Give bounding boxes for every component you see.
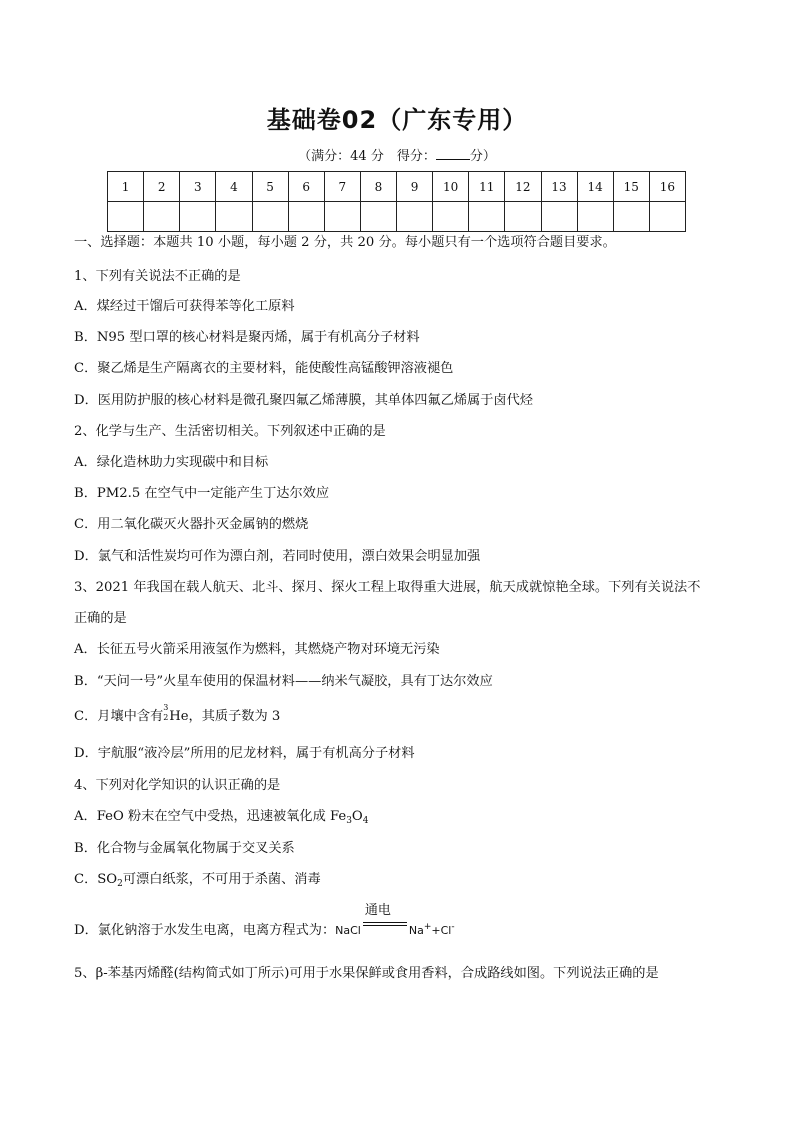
page-title: 基础卷02（广东专用） — [266, 106, 528, 134]
answer-number-cell: 8 — [360, 172, 396, 202]
answer-input-cell[interactable] — [324, 202, 360, 232]
answer-number-cell: 9 — [397, 172, 433, 202]
question-2-option-a: A．绿化造林助力实现碳中和目标 — [74, 455, 269, 470]
score-line-suffix: 分） — [469, 149, 496, 164]
question-4-option-c-suffix: 可漂白纸浆，不可用于杀菌、消毒 — [122, 872, 321, 887]
product-sodium-ion: Na — [408, 924, 424, 937]
answer-input-cell[interactable] — [144, 202, 180, 232]
question-4-option-a — [74, 808, 368, 830]
question-2-stem: 2、化学与生产、生活密切相关。下列叙述中正确的是 — [74, 424, 386, 439]
question-1-option-a: A．煤经过干馏后可获得苯等化工原料 — [74, 299, 295, 314]
mass-number: 3 — [163, 703, 169, 712]
answer-number-cell: 16 — [649, 172, 685, 202]
superscript-charge: + — [423, 922, 432, 932]
answer-input-cell[interactable] — [613, 202, 649, 232]
answer-input-cell[interactable] — [360, 202, 396, 232]
answer-number-cell: 7 — [324, 172, 360, 202]
answer-number-cell: 11 — [469, 172, 505, 202]
question-3-stem-line1: 3、2021 年我国在载人航天、北斗、探月、探火工程上取得重大进展，航天成就惊艳全球。下列有关说法不 — [74, 580, 701, 595]
question-3-option-c — [74, 703, 281, 726]
answer-number-cell: 13 — [541, 172, 577, 202]
answer-number-cell: 3 — [180, 172, 216, 202]
answer-input-cell[interactable] — [180, 202, 216, 232]
question-3-option-c-suffix: ，其质子数为 3 — [188, 709, 281, 724]
answer-input-cell[interactable] — [505, 202, 541, 232]
subscript: 3 — [346, 816, 352, 826]
question-3-stem-line2: 正确的是 — [74, 611, 127, 626]
question-5-stem: 5、β-苯基丙烯醛(结构简式如丁所示)可用于水果保鲜或食用香料，合成路线如图。下列说法正确的是 — [74, 966, 659, 981]
score-line — [0, 145, 794, 164]
question-4-option-b: B．化合物与金属氧化物属于交叉关系 — [74, 841, 295, 856]
subscript: 2 — [117, 879, 123, 889]
score-line-prefix: （满分：44 分 得分： — [298, 149, 436, 164]
question-1-option-d: D．医用防护服的核心材料是微孔聚四氟乙烯薄膜，其单体四氟乙烯属于卤代烃 — [74, 393, 533, 408]
answer-input-cell[interactable] — [108, 202, 144, 232]
answer-input-cell[interactable] — [469, 202, 505, 232]
reaction-condition: 通电 — [364, 903, 391, 918]
answer-table — [107, 171, 686, 232]
answer-input-cell[interactable] — [649, 202, 685, 232]
question-1-option-c: C．聚乙烯是生产隔离衣的主要材料，能使酸性高锰酸钾溶液褪色 — [74, 361, 454, 376]
question-4-option-d — [74, 903, 455, 940]
question-3-option-c-prefix: C．月壤中含有 — [74, 709, 164, 724]
score-blank[interactable] — [436, 147, 470, 160]
atomic-number: 2 — [163, 713, 169, 722]
helium-symbol: He — [169, 709, 189, 724]
question-4-stem: 4、下列对化学知识的认识正确的是 — [74, 778, 281, 793]
question-1-option-b: B．N95 型口罩的核心材料是聚丙烯，属于有机高分子材料 — [74, 330, 420, 345]
answer-input-cell[interactable] — [252, 202, 288, 232]
question-4-option-c — [74, 871, 321, 893]
answer-input-cell[interactable] — [288, 202, 324, 232]
answer-number-cell: 10 — [433, 172, 469, 202]
answer-input-cell[interactable] — [577, 202, 613, 232]
answer-blank-row — [108, 202, 686, 232]
answer-number-cell: 14 — [577, 172, 613, 202]
oxygen-symbol: O — [351, 809, 363, 824]
answer-input-cell[interactable] — [433, 202, 469, 232]
question-1-stem: 1、下列有关说法不正确的是 — [74, 269, 241, 284]
question-4-option-c-prefix: C．SO — [74, 872, 118, 887]
question-3-option-d: D．宇航服“液冷层”所用的尼龙材料，属于有机高分子材料 — [74, 746, 415, 761]
answer-number-cell: 4 — [216, 172, 252, 202]
question-2-option-c: C．用二氧化碳灭火器扑灭金属钠的燃烧 — [74, 517, 309, 532]
product-chloride-ion: +Cl — [431, 924, 452, 937]
reaction-arrow — [363, 903, 407, 934]
answer-number-cell: 12 — [505, 172, 541, 202]
answer-number-cell: 6 — [288, 172, 324, 202]
answer-number-row — [108, 172, 686, 202]
question-3-option-b: B．“天问一号”火星车使用的保温材料——纳米气凝胶，具有丁达尔效应 — [74, 674, 493, 689]
superscript-charge: - — [451, 922, 455, 932]
answer-input-cell[interactable] — [541, 202, 577, 232]
answer-number-cell: 1 — [108, 172, 144, 202]
answer-number-cell: 5 — [252, 172, 288, 202]
answer-input-cell[interactable] — [397, 202, 433, 232]
section-heading: 一、选择题：本题共 10 小题，每小题 2 分，共 20 分。每小题只有一个选项符合题目要求。 — [74, 235, 616, 250]
question-2-option-d: D．氯气和活性炭均可作为漂白剂，若同时使用，漂白效果会明显加强 — [74, 549, 481, 564]
answer-input-cell[interactable] — [216, 202, 252, 232]
helium-nuclide — [163, 703, 169, 722]
question-4-option-d-prefix: D．氯化钠溶于水发生电离，电离方程式为： — [74, 923, 336, 938]
question-2-option-b: B．PM2.5 在空气中一定能产生丁达尔效应 — [74, 486, 330, 501]
subscript: 4 — [362, 816, 369, 826]
ionization-equation — [335, 903, 455, 940]
answer-number-cell: 15 — [613, 172, 649, 202]
reactant: NaCl — [335, 924, 361, 937]
question-3-option-a: A．长征五号火箭采用液氢作为燃料，其燃烧产物对环境无污染 — [74, 642, 440, 657]
answer-number-cell: 2 — [144, 172, 180, 202]
question-4-option-a-prefix: A．FeO 粉末在空气中受热，迅速被氧化成 Fe — [74, 809, 347, 824]
